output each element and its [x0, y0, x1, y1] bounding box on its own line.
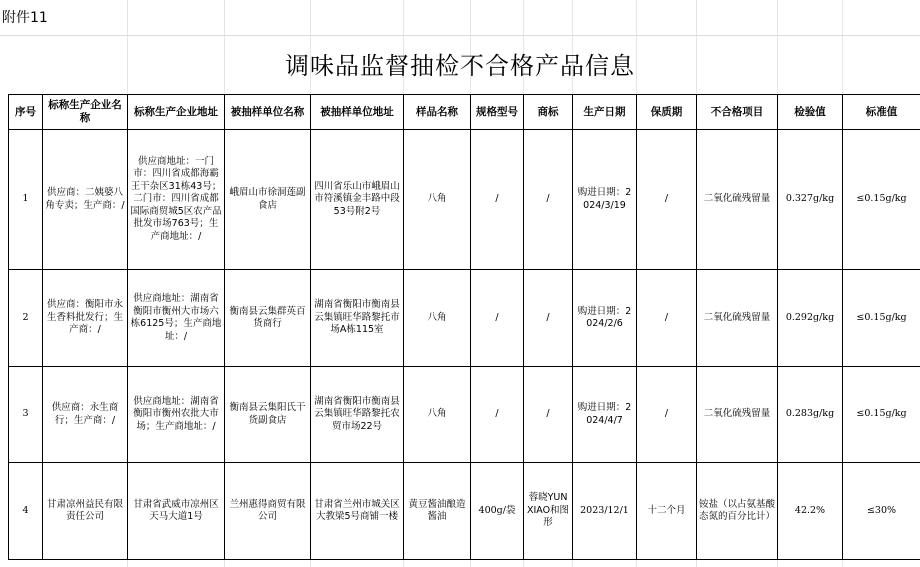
cell-sampled-unit-name: 衡南县云集阳氏干货副食店 — [225, 367, 311, 463]
cell-brand: / — [524, 270, 573, 367]
header-cell: 不合格项目 — [697, 95, 778, 130]
cell-shelf-life: / — [637, 367, 697, 463]
cell-producer-address: 供应商地址：湖南省衡阳市衡州农批大市场；生产商地址：/ — [128, 367, 225, 463]
cell-sampled-unit-address: 甘肃省兰州市城关区大教梁5号商铺一楼 — [311, 463, 404, 560]
cell-no: 3 — [9, 367, 43, 463]
cell-brand: / — [524, 367, 573, 463]
cell-sample-name: 八角 — [404, 270, 471, 367]
header-cell: 样品名称 — [404, 95, 471, 130]
cell-no: 4 — [9, 463, 43, 560]
cell-no: 1 — [9, 130, 43, 270]
table-header-row — [9, 95, 920, 130]
cell-shelf-life: / — [637, 130, 697, 270]
cell-failed-item: 二氧化硫残留量 — [697, 130, 778, 270]
cell-spec: / — [471, 367, 524, 463]
cell-sample-name: 八角 — [404, 130, 471, 270]
cell-sampled-unit-address: 湖南省衡阳市衡南县云集镇旺华路黎托农贸市场22号 — [311, 367, 404, 463]
cell-test-value: 0.327g/kg — [778, 130, 843, 270]
nonconforming-products-table — [8, 94, 920, 560]
cell-brand: / — [524, 130, 573, 270]
cell-standard-value: ≤0.15g/kg — [843, 270, 920, 367]
cell-production-date: 购进日期：2024/3/19 — [573, 130, 637, 270]
table-row — [9, 367, 920, 463]
cell-producer-address: 甘肃省武威市凉州区天马大道1号 — [128, 463, 225, 560]
cell-producer-name: 供应商：永生商行；生产商：/ — [43, 367, 128, 463]
cell-standard-value: ≤0.15g/kg — [843, 367, 920, 463]
cell-producer-name: 甘肃凉州益民有限责任公司 — [43, 463, 128, 560]
cell-test-value: 0.292g/kg — [778, 270, 843, 367]
attachment-label: 附件11 — [0, 0, 920, 36]
header-cell: 保质期 — [637, 95, 697, 130]
table-row — [9, 130, 920, 270]
cell-failed-item: 二氧化硫残留量 — [697, 367, 778, 463]
header-cell: 被抽样单位地址 — [311, 95, 404, 130]
cell-spec: 400g/袋 — [471, 463, 524, 560]
cell-producer-address: 供应商地址：一门市：四川省成都海霸王干杂区31栋43号；二门市：四川省成都国际商贸城5区农产品批发市场763号；生产商地址：/ — [128, 130, 225, 270]
cell-failed-item: 二氧化硫残留量 — [697, 270, 778, 367]
cell-sampled-unit-address: 四川省乐山市峨眉山市符溪镇金丰路中段53号附2号 — [311, 130, 404, 270]
header-cell: 标称生产企业地址 — [128, 95, 225, 130]
table-row — [9, 463, 920, 560]
cell-production-date: 2023/12/1 — [573, 463, 637, 560]
cell-spec: / — [471, 270, 524, 367]
cell-standard-value: ≤30% — [843, 463, 920, 560]
cell-standard-value: ≤0.15g/kg — [843, 130, 920, 270]
cell-shelf-life: 十二个月 — [637, 463, 697, 560]
cell-test-value: 0.283g/kg — [778, 367, 843, 463]
cell-spec: / — [471, 130, 524, 270]
cell-shelf-life: / — [637, 270, 697, 367]
cell-producer-name: 供应商：衡阳市永生香料批发行；生产商：/ — [43, 270, 128, 367]
header-cell: 检验值 — [778, 95, 843, 130]
cell-sampled-unit-name: 衡南县云集群英百货商行 — [225, 270, 311, 367]
header-cell: 序号 — [9, 95, 43, 130]
cell-producer-address: 供应商地址：湖南省衡阳市衡州大市场六栋6125号；生产商地址：/ — [128, 270, 225, 367]
cell-production-date: 购进日期：2024/4/7 — [573, 367, 637, 463]
table-row — [9, 270, 920, 367]
header-cell: 规格型号 — [471, 95, 524, 130]
header-cell: 标称生产企业名称 — [43, 95, 128, 130]
cell-brand: 蓉晓YUNXIAO和图形 — [524, 463, 573, 560]
header-cell: 被抽样单位名称 — [225, 95, 311, 130]
page-title: 调味品监督抽检不合格产品信息 — [285, 52, 635, 80]
cell-sampled-unit-address: 湖南省衡阳市衡南县云集镇旺华路黎托市场A栋115室 — [311, 270, 404, 367]
cell-test-value: 42.2% — [778, 463, 843, 560]
cell-no: 2 — [9, 270, 43, 367]
header-cell: 标准值 — [843, 95, 920, 130]
cell-sample-name: 八角 — [404, 367, 471, 463]
cell-production-date: 购进日期：2024/2/6 — [573, 270, 637, 367]
cell-sample-name: 黄豆酱油酿造酱油 — [404, 463, 471, 560]
cell-sampled-unit-name: 峨眉山市徐洞莲副食店 — [225, 130, 311, 270]
cell-producer-name: 供应商：二姨婆八角专卖；生产商：/ — [43, 130, 128, 270]
cell-failed-item: 铵盐（以占氨基酸态氮的百分比计） — [697, 463, 778, 560]
header-cell: 生产日期 — [573, 95, 637, 130]
header-cell: 商标 — [524, 95, 573, 130]
cell-sampled-unit-name: 兰州惠得商贸有限公司 — [225, 463, 311, 560]
